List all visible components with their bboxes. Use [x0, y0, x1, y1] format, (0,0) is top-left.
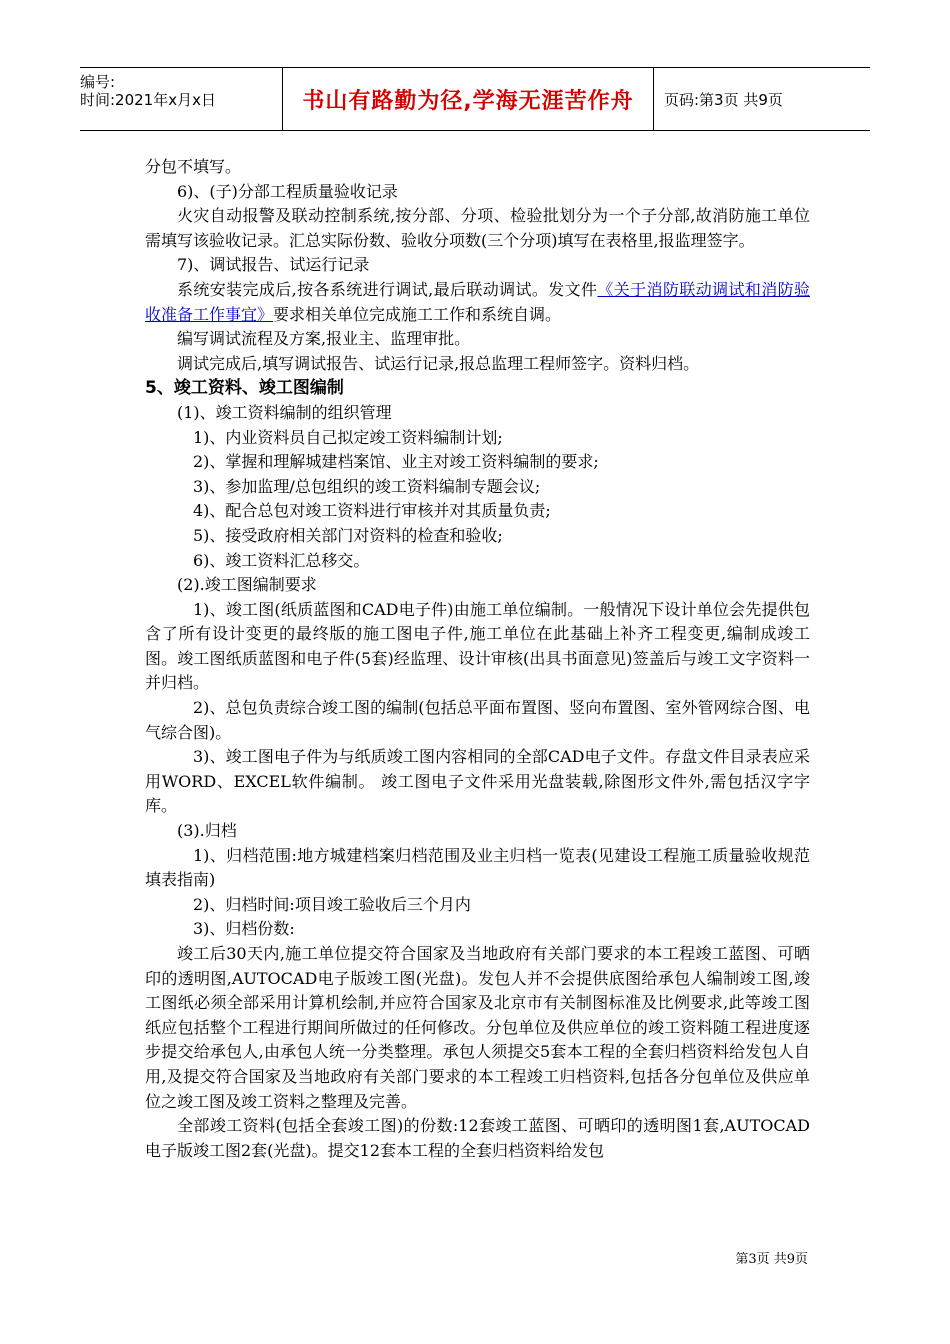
list-item: 1)、竣工图(纸质蓝图和CAD电子件)由施工单位编制。一般情况下设计单位会先提供包含了所有设计变更的最终版的施工图电子件,施工单位在此基础上补齐工程变更,编制成竣工图。竣工图纸质蓝图和电子件(5套)经监理、设计审核(出具书面意见)签盖后与竣工文字资料一并归档。	[145, 599, 810, 693]
list-item: 2)、掌握和理解城建档案馆、业主对竣工资料编制的要求;	[193, 452, 599, 472]
list-item: 3)、参加监理/总包组织的竣工资料编制专题会议;	[193, 476, 541, 496]
header-motto: 书山有路勤为径,学海无涯苦作舟	[282, 68, 654, 130]
paragraph: 分包不填写。	[145, 157, 242, 176]
text: 系统安装完成后,按各系统进行调试,最后联动调试。发文件	[177, 279, 598, 299]
subsection-title: (2).竣工图编制要求	[177, 575, 317, 595]
paragraph: 竣工后30天内,施工单位提交符合国家及当地政府有关部门要求的本工程竣工蓝图、可晒印的透明图,AUTOCAD电子版竣工图(光盘)。发包人并不会提供底图给承包人编制竣工图,竣工图纸必须全部采用计算机绘制,并应符合国家及北京市有关制图标准及比例要求,此等竣工图纸应包括整个工程进行期间所做过的任何修改。分包单位及供应单位的竣工资料随工程进度逐步提交给承包人,由承包人统一分类整理。承包人须提交5套本工程的全套归档资料给发包人自用,及提交符合国家及当地政府有关部门要求的本工程竣工归档资料,包括各分包单位及供应单位之竣工图及竣工资料之整理及完善。	[145, 944, 810, 1111]
list-item: 3)、归档份数:	[193, 919, 295, 939]
text: 要求相关单位完成施工工作和系统自调。	[273, 304, 562, 324]
list-item: 2)、总包负责综合竣工图的编制(包括总平面布置图、竖向布置图、室外管网综合图、电气综合图)。	[145, 698, 810, 742]
section-heading: 5、竣工资料、竣工图编制	[145, 378, 344, 399]
header-info	[80, 68, 280, 130]
paragraph	[145, 278, 810, 327]
document-link[interactable]: 《关于消防联动调试和消防验收准备工作事宜》	[145, 279, 810, 324]
list-item: 6)、竣工资料汇总移交。	[193, 550, 370, 570]
list-item: 1)、内业资料员自己拟定竣工资料编制计划;	[193, 427, 503, 447]
subsection-title: 6)、(子)分部工程质量验收记录	[177, 181, 398, 201]
paragraph: 火灾自动报警及联动控制系统,按分部、分项、检验批划分为一个子分部,故消防施工单位需填写该验收记录。汇总实际份数、验收分项数(三个分项)填写在表格里,报监理签字。	[145, 206, 810, 250]
subsection-title: (3).归档	[177, 821, 237, 841]
list-item: 4)、配合总包对竣工资料进行审核并对其质量负责;	[193, 501, 551, 521]
list-item: 5)、接受政府相关部门对资料的检查和验收;	[193, 525, 503, 545]
subsection-title: 7)、调试报告、试运行记录	[177, 255, 370, 275]
subsection-title: (1)、竣工资料编制的组织管理	[177, 402, 392, 422]
paragraph: 全部竣工资料(包括全套竣工图)的份数:12套竣工蓝图、可晒印的透明图1套,AUTOCAD电子版竣工图2套(光盘)。提交12套本工程的全套归档资料给发包	[145, 1116, 810, 1160]
paragraph: 调试完成后,填写调试报告、试运行记录,报总监理工程师签字。资料归档。	[177, 353, 700, 373]
page-header	[80, 67, 870, 131]
page-footer: 第3页 共9页	[735, 1252, 808, 1267]
number-label: 编号:	[80, 73, 116, 91]
document-body	[145, 155, 810, 1163]
list-item: 1)、归档范围:地方城建档案归档范围及业主归档一览表(见建设工程施工质量验收规范填表指南)	[145, 845, 810, 890]
list-item: 3)、竣工图电子件为与纸质竣工图内容相同的全部CAD电子文件。存盘文件目录表应采用WORD、EXCEL软件编制。 竣工图电子文件采用光盘装载,除图形文件外,需包括汉字字库。	[145, 747, 810, 816]
paragraph: 编写调试流程及方案,报业主、监理审批。	[177, 329, 471, 349]
list-item: 2)、归档时间:项目竣工验收后三个月内	[193, 894, 471, 914]
time-label: 时间:2021年x月x日	[80, 91, 216, 109]
header-page-label: 页码:第3页 共9页	[664, 90, 783, 109]
